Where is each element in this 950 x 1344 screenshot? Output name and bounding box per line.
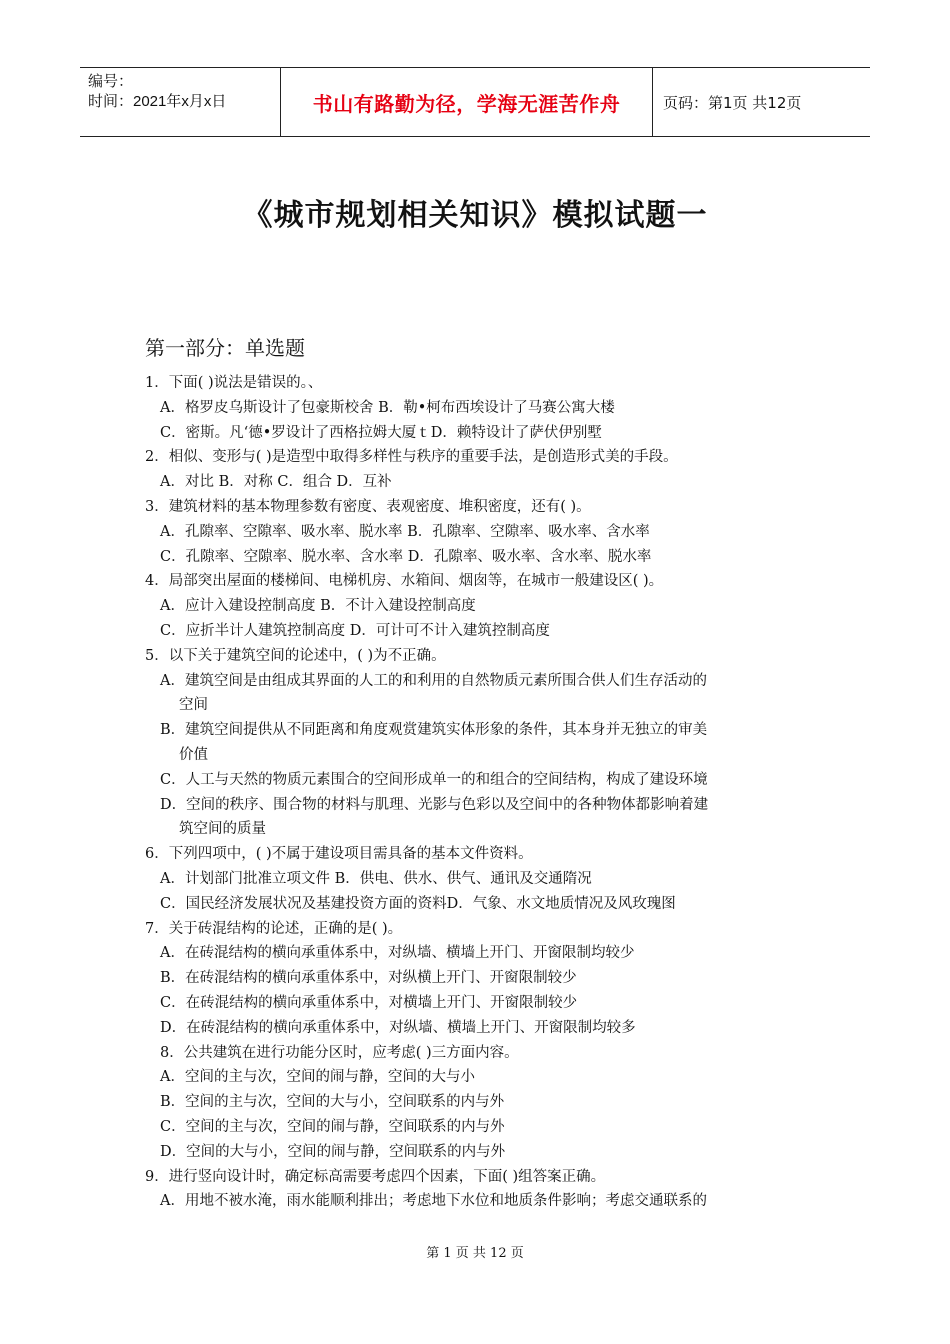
question-line: 7．关于砖混结构的论述，正确的是( )。 xyxy=(145,920,403,937)
question-line: B．建筑空间提供从不同距离和角度观赏建筑实体形象的条件，其本身并无独立的审美 xyxy=(160,722,708,739)
question-line: 3．建筑材料的基本物理参数有密度、表观密度、堆积密度，还有( )。 xyxy=(145,498,591,515)
document-time-label: 时间：2021年x月x日 xyxy=(88,93,227,110)
page-footer: 第 1 页 共 12 页 xyxy=(426,1246,524,1261)
question-line: C．国民经济发展状况及基建投资方面的资料D．气象、水文地质情况及风玫瑰图 xyxy=(160,895,676,912)
question-line: 空间 xyxy=(179,697,208,714)
question-line: 2．相似、变形与( )是造型中取得多样性与秩序的重要手法，是创造形式美的手段。 xyxy=(145,449,678,466)
question-line: A．用地不被水淹，雨水能顺利排出；考虑地下水位和地质条件影响；考虑交通联系的 xyxy=(160,1193,707,1210)
question-line: 8．公共建筑在进行功能分区时，应考虑( )三方面内容。 xyxy=(160,1044,519,1061)
question-line: 5．以下关于建筑空间的论述中，( )为不正确。 xyxy=(145,647,446,664)
question-line: 4．局部突出屋面的楼梯间、电梯机房、水箱间、烟囱等，在城市一般建设区( )。 xyxy=(145,573,664,590)
question-line: D．空间的大与小，空间的闹与静，空间联系的内与外 xyxy=(160,1143,506,1160)
header-page-cell xyxy=(653,68,870,136)
question-list xyxy=(145,371,805,1214)
document-title: 《城市规划相关知识》模拟试题一 xyxy=(242,198,708,233)
question-line: C．密斯。凡‘德•罗设计了西格拉姆大厦ｔD．赖特设计了萨伏伊别墅 xyxy=(160,424,602,441)
question-line: 价值 xyxy=(179,746,208,763)
question-line: 9．进行竖向设计时，确定标高需要考虑四个因素，下面( )组答案正确。 xyxy=(145,1168,606,1185)
header-motto-cell xyxy=(281,68,653,136)
question-line: A．孔隙率、空隙率、吸水率、脱水率 B．孔隙率、空隙率、吸水率、含水率 xyxy=(160,523,650,540)
document-number-label: 编号： xyxy=(88,73,134,90)
question-line: B．在砖混结构的横向承重体系中，对纵横上开门、开窗限制较少 xyxy=(160,970,577,987)
page-header xyxy=(80,67,870,137)
question-line: 6．下列四项中，( )不属于建设项目需具备的基本文件资料。 xyxy=(145,846,533,863)
question-line: C．在砖混结构的横向承重体系中，对横墙上开门、开窗限制较少 xyxy=(160,994,578,1011)
question-line: A．在砖混结构的横向承重体系中，对纵墙、横墙上开门、开窗限制均较少 xyxy=(160,945,635,962)
question-line: D．在砖混结构的横向承重体系中，对纵墙、横墙上开门、开窗限制均较多 xyxy=(160,1019,636,1036)
question-line: A．格罗皮乌斯设计了包豪斯校舍 B．勒•柯布西埃设计了马赛公寓大楼 xyxy=(160,399,615,416)
question-line: A．建筑空间是由组成其界面的人工的和利用的自然物质元素所围合供人们生存活动的 xyxy=(160,672,707,689)
question-line: D．空间的秩序、围合物的材料与肌理、光影与色彩以及空间中的各种物体都影响着建 xyxy=(160,796,709,813)
question-line: B．空间的主与次，空间的大与小，空间联系的内与外 xyxy=(160,1094,505,1111)
question-line: C．人工与天然的物质元素围合的空间形成单一的和组合的空间结构，构成了建设环境 xyxy=(160,771,708,788)
question-line: C．应折半计人建筑控制高度 D．可计可不计入建筑控制高度 xyxy=(160,622,550,639)
question-line: C．孔隙率、空隙率、脱水率、含水率 D．孔隙率、吸水率、含水率、脱水率 xyxy=(160,548,652,565)
section-title: 第一部分：单选题 xyxy=(145,336,305,360)
header-motto: 书山有路勤为径，学海无涯苦作舟 xyxy=(312,91,621,116)
question-line: 1．下面( )说法是错误的。、 xyxy=(145,375,323,391)
question-line: C．空间的主与次，空间的闹与静，空间联系的内与外 xyxy=(160,1118,505,1135)
question-line: A．空间的主与次，空间的闹与静，空间的大与小 xyxy=(160,1069,475,1086)
question-line: A．应计入建设控制高度 B．不计入建设控制高度 xyxy=(160,598,476,615)
header-page-info: 页码：第1页 共12页 xyxy=(663,93,802,112)
question-line: 筑空间的质量 xyxy=(179,821,266,838)
header-meta xyxy=(80,68,281,136)
question-line: A．对比 B．对称 C．组合 D．互补 xyxy=(160,474,392,491)
question-line: A．计划部门批准立项文件 B．供电、供水、供气、通讯及交通隋况 xyxy=(160,870,592,887)
